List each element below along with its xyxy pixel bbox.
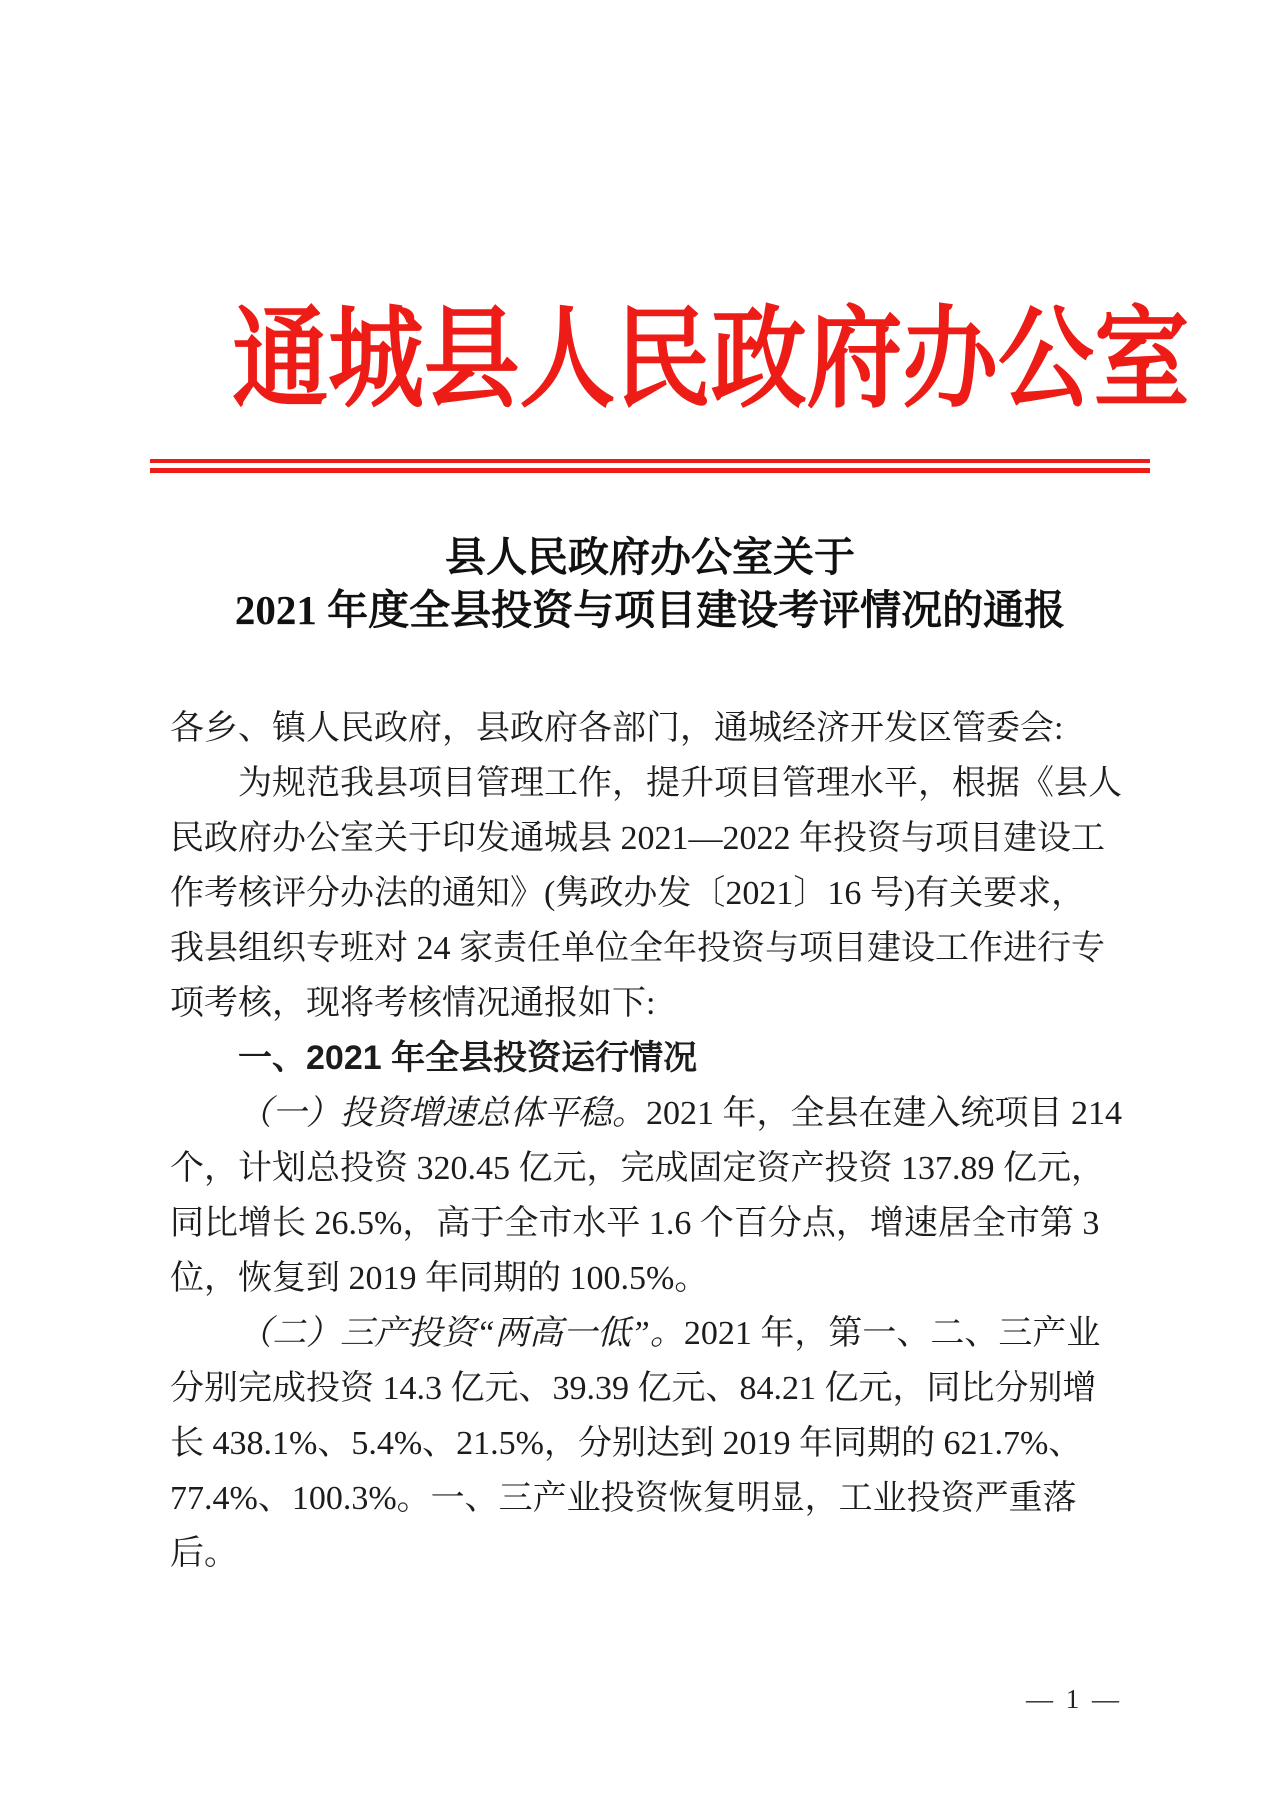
body-segment-normal: 为规范我县项目管理工作，提升项目管理水平，根据《县人 bbox=[238, 765, 1122, 802]
body-line bbox=[170, 701, 1130, 756]
body-segment-normal: 同比增长 26.5%，高于全市水平 1.6 个百分点，增速居全市第 3 bbox=[170, 1205, 1100, 1242]
body-segment-normal: 我县组织专班对 24 家责任单位全年投资与项目建设工作进行专 bbox=[170, 930, 1105, 967]
document-body bbox=[170, 701, 1130, 1581]
document-title bbox=[170, 531, 1130, 637]
body-line bbox=[170, 1251, 1130, 1306]
body-segment-normal: 项考核，现将考核情况通报如下: bbox=[170, 985, 656, 1022]
body-line bbox=[170, 1416, 1130, 1471]
document-title-line2: 2021 年度全县投资与项目建设考评情况的通报 bbox=[234, 587, 1066, 633]
body-line bbox=[170, 1306, 1130, 1361]
body-segment-normal: 77.4%、100.3%。一、三产业投资恢复明显，工业投资严重落 bbox=[170, 1480, 1077, 1517]
body-segment-normal: 各乡、镇人民政府，县政府各部门，通城经济开发区管委会: bbox=[170, 710, 1064, 747]
document-title-line1: 县人民政府办公室关于 bbox=[445, 534, 855, 580]
body-segment-heading: 一、2021 年全县投资运行情况 bbox=[238, 1039, 698, 1077]
body-segment-normal: 长 438.1%、5.4%、21.5%，分别达到 2019 年同期的 621.7%、 bbox=[170, 1425, 1083, 1462]
body-segment-normal: 民政府办公室关于印发通城县 2021—2022 年投资与项目建设工 bbox=[170, 820, 1105, 857]
body-line bbox=[170, 921, 1130, 976]
body-line bbox=[170, 756, 1130, 811]
body-line bbox=[170, 1471, 1130, 1526]
body-line bbox=[170, 1031, 1130, 1086]
body-segment-kaiti: （一）投资增速总体平稳。 bbox=[238, 1095, 646, 1132]
body-line bbox=[170, 1086, 1130, 1141]
body-line bbox=[170, 1196, 1130, 1251]
body-line bbox=[170, 1526, 1130, 1581]
page-number: — 1 — bbox=[1026, 1684, 1122, 1714]
body-line bbox=[170, 976, 1130, 1031]
body-line bbox=[170, 1141, 1130, 1196]
body-segment-normal: 作考核评分办法的通知》(隽政办发〔2021〕16 号)有关要求， bbox=[170, 875, 1086, 912]
body-line bbox=[170, 1361, 1130, 1416]
body-segment-normal: 2021 年，全县在建入统项目 214 bbox=[646, 1095, 1122, 1132]
letterhead-rule-bottom bbox=[150, 468, 1150, 473]
body-segment-normal: 分别完成投资 14.3 亿元、39.39 亿元、84.21 亿元，同比分别增 bbox=[170, 1370, 1097, 1407]
body-segment-normal: 位，恢复到 2019 年同期的 100.5%。 bbox=[170, 1260, 709, 1297]
body-line bbox=[170, 811, 1130, 866]
letterhead-rule-top bbox=[150, 459, 1150, 463]
body-line bbox=[170, 866, 1130, 921]
body-segment-normal: 2021 年，第一、二、三产业 bbox=[683, 1315, 1101, 1352]
body-segment-kaiti: （二）三产投资“两高一低”。 bbox=[238, 1315, 684, 1352]
letterhead-title: 通城县人民政府办公室 bbox=[232, 299, 1190, 421]
body-segment-normal: 后。 bbox=[170, 1535, 238, 1572]
body-segment-normal: 个，计划总投资 320.45 亿元，完成固定资产投资 137.89 亿元， bbox=[170, 1150, 1105, 1187]
